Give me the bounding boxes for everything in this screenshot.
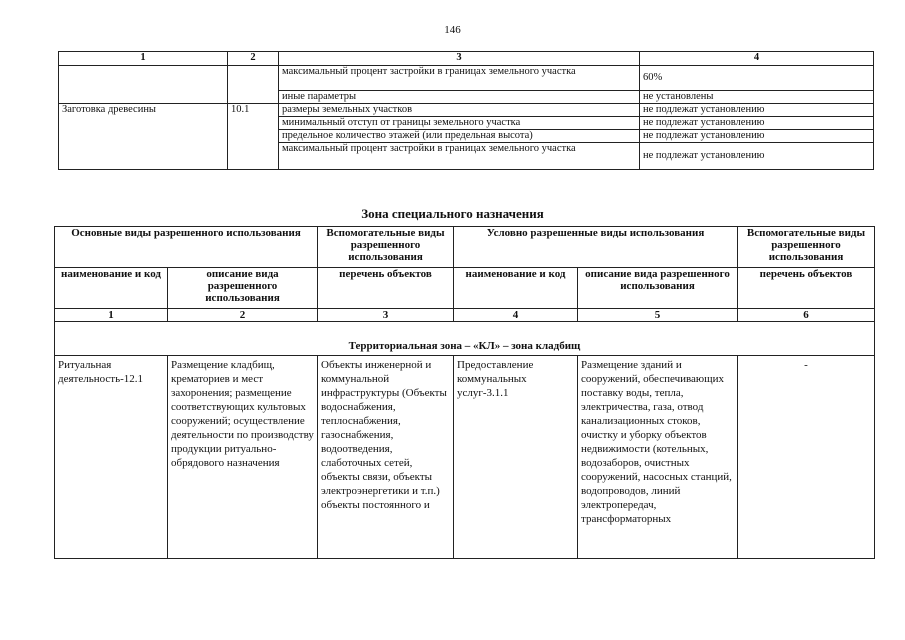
table-row [59,66,874,91]
table-cell: 60% [640,66,874,91]
description-header: описание вида разрешенного использования [168,268,318,309]
group-header-row [55,227,875,268]
table-cell [59,66,228,104]
table-cell: не подлежат установлению [640,117,874,130]
column-number: 4 [454,309,578,322]
table-cell: Размещение зданий и сооружений, обеспечивающих поставку воды, тепла, электричества, газа, отвод канализационных стоков, очистку и уборку объектов недвижимости (котельных, водозаборов, очистных сооружений, насосных станций, водопроводов, линий электропередач, трансформаторных [578,356,738,559]
table-cell: Объекты инженерной и коммунальной инфраструктуры (Объекты водоснабжения, теплоснабжения, газоснабжения, водоотведения, слаботочных сетей, объекты связи, объекты электроэнергетики и т.п.) объекты постоянного и [318,356,454,559]
table-cell: минимальный отступ от границы земельного участка [279,117,640,130]
zone-title: Зона специального назначения [361,206,544,221]
header-cell: 2 [228,52,279,66]
main-uses-header: Основные виды разрешенного использования [55,227,318,268]
header-cell: 3 [279,52,640,66]
zone-row-title: Территориальная зона – «КЛ» – зона кладбищ [55,322,875,356]
objects-list-header-2: перечень объектов [738,268,875,309]
description-header-2: описание вида разрешенного использования [578,268,738,309]
zone-table [54,226,875,559]
table-cell: Ритуальная деятельность-12.1 [55,356,168,559]
column-number: 2 [168,309,318,322]
zone-row [55,322,875,356]
name-code-header-2: наименование и код [454,268,578,309]
table-cell: не подлежат установлению [640,104,874,117]
table-row [55,356,875,559]
conditional-uses-header: Условно разрешенные виды использования [454,227,738,268]
column-number-row [55,309,875,322]
column-number: 3 [318,309,454,322]
table-cell: Предоставление коммунальных услуг-3.1.1 [454,356,578,559]
column-number: 5 [578,309,738,322]
table-cell: 10.1 [228,104,279,170]
table-cell: - [738,356,875,559]
params-table-header [59,52,874,66]
table-cell: максимальный процент застройки в границах земельного участка [279,66,640,91]
params-table [58,51,874,170]
table-cell: не подлежат установлению [640,130,874,143]
table-cell [228,66,279,104]
aux-uses-header: Вспомогательные виды разрешенного использования [318,227,454,268]
column-number: 1 [55,309,168,322]
table-row [59,104,874,117]
table-cell: не установлены [640,91,874,104]
column-number: 6 [738,309,875,322]
name-code-header: наименование и код [55,268,168,309]
table-cell: размеры земельных участков [279,104,640,117]
table-cell: предельное количество этажей (или предельная высота) [279,130,640,143]
table-cell: Размещение кладбищ, крематориев и мест захоронения; размещение соответствующих культовых сооружений; осуществление деятельности по производству продукции ритуально-обрядового назначения [168,356,318,559]
sub-header-row [55,268,875,309]
table-cell: не подлежат установлению [640,143,874,170]
table-cell: максимальный процент застройки в границах земельного участка [279,143,640,170]
table-cell: Заготовка древесины [59,104,228,170]
header-cell: 4 [640,52,874,66]
aux-uses-header-2: Вспомогательные виды разрешенного использования [738,227,875,268]
table-cell: иные параметры [279,91,640,104]
objects-list-header: перечень объектов [318,268,454,309]
header-cell: 1 [59,52,228,66]
page-number: 146 [444,24,461,36]
